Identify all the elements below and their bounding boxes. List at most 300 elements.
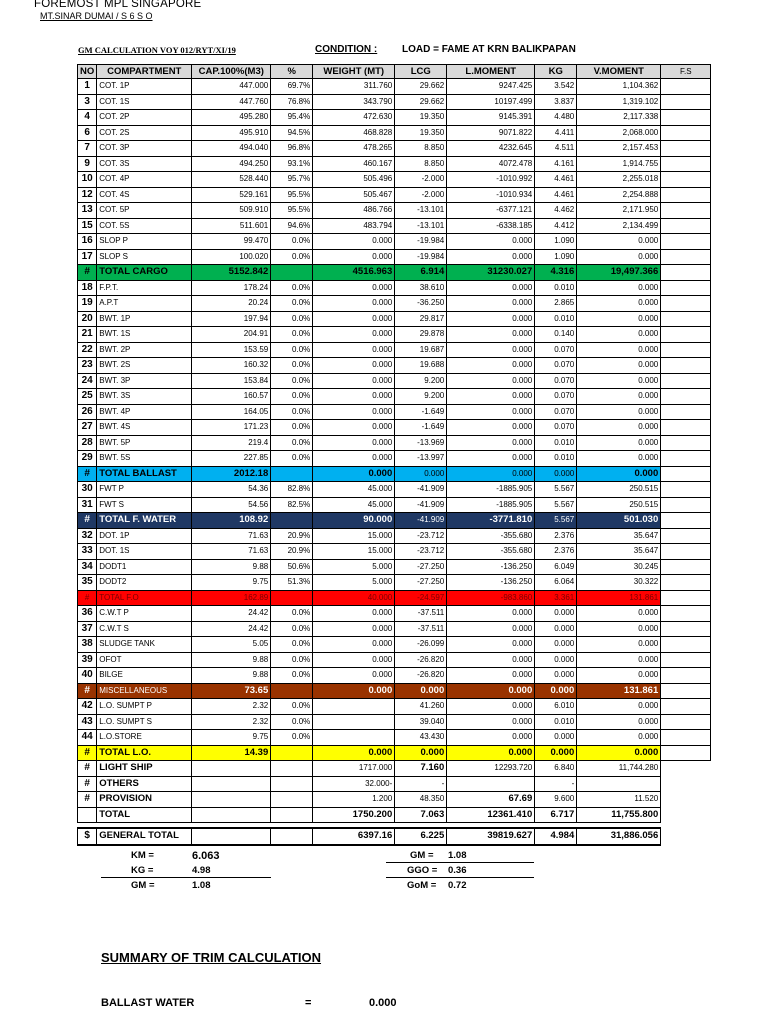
compartment-name: BWT. 2P	[97, 342, 192, 358]
vmoment-cell: 2,117.338	[577, 110, 661, 126]
capacity-cell: 171.23	[192, 420, 271, 436]
vmoment-cell: 501.030	[577, 513, 661, 529]
vmoment-cell: 0.000	[577, 699, 661, 715]
capacity-cell	[192, 776, 271, 792]
lcg-cell: 8.850	[395, 141, 447, 157]
lcg-cell: 7.063	[395, 807, 447, 823]
lmoment-cell: 0.000	[447, 311, 535, 327]
lcg-cell: -13.997	[395, 451, 447, 467]
row-no: 19	[78, 296, 97, 312]
ggo-label: GGO =	[407, 865, 438, 876]
weight-cell: 15.000	[313, 544, 395, 560]
compartment-name: MISCELLANEOUS	[97, 683, 192, 699]
table-row	[78, 714, 711, 730]
table-row	[78, 513, 711, 529]
vmoment-cell: 2,068.000	[577, 125, 661, 141]
vmoment-cell: 0.000	[577, 621, 661, 637]
lcg-cell: 38.610	[395, 280, 447, 296]
weight-cell: 472.630	[313, 110, 395, 126]
fs-cell	[661, 575, 711, 591]
fs-cell	[661, 296, 711, 312]
compartment-name: OFOT	[97, 652, 192, 668]
capacity-cell: 71.63	[192, 544, 271, 560]
lcg-cell: 19.350	[395, 125, 447, 141]
lmoment-cell: 0.000	[447, 280, 535, 296]
compartment-name: COT. 3S	[97, 156, 192, 172]
kg-cell: 4.412	[535, 218, 577, 234]
capacity-cell	[192, 792, 271, 808]
general-total-lm: 39819.627	[447, 828, 535, 845]
row-no: 12	[78, 187, 97, 203]
percent-cell: 0.0%	[271, 389, 313, 405]
general-total-wt: 6397.16	[313, 828, 395, 845]
compartment-name: BWT. 3P	[97, 373, 192, 389]
lmoment-cell: -136.250	[447, 559, 535, 575]
table-row	[78, 327, 711, 343]
weight-cell: 468.828	[313, 125, 395, 141]
lmoment-cell: 12293.720	[447, 761, 535, 777]
fs-cell	[661, 141, 711, 157]
capacity-cell: 108.92	[192, 513, 271, 529]
table-row	[78, 358, 711, 374]
table-row	[78, 234, 711, 250]
weight-cell: 4516.963	[313, 265, 395, 281]
fs-cell	[661, 637, 711, 653]
kg-cell: 0.010	[535, 280, 577, 296]
lcg-cell: -26.820	[395, 668, 447, 684]
weight-cell	[313, 699, 395, 715]
table-row	[78, 621, 711, 637]
percent-cell: 0.0%	[271, 451, 313, 467]
lmoment-cell: 10197.499	[447, 94, 535, 110]
row-no: 21	[78, 327, 97, 343]
lcg-cell: 29.878	[395, 327, 447, 343]
general-total-kg: 4.984	[535, 828, 577, 845]
table-row	[78, 110, 711, 126]
calc-title: GM CALCULATION VOY 012/RYT/XI/19	[78, 45, 236, 55]
kg-cell: 0.010	[535, 435, 577, 451]
table-row	[78, 342, 711, 358]
weight-cell	[313, 730, 395, 746]
fs-cell	[661, 714, 711, 730]
percent-cell: 20.9%	[271, 528, 313, 544]
percent-cell: 0.0%	[271, 420, 313, 436]
row-no: 24	[78, 373, 97, 389]
col-header-compartment: COMPARTMENT	[97, 65, 192, 79]
row-no: 26	[78, 404, 97, 420]
vmoment-cell: 0.000	[577, 714, 661, 730]
capacity-cell: 24.42	[192, 606, 271, 622]
compartment-name: C.W.T S	[97, 621, 192, 637]
lcg-cell: -13.969	[395, 435, 447, 451]
table-row	[78, 156, 711, 172]
percent-cell: 95.4%	[271, 110, 313, 126]
weight-cell: 343.790	[313, 94, 395, 110]
compartment-name: DODT2	[97, 575, 192, 591]
percent-cell: 0.0%	[271, 621, 313, 637]
lcg-cell: -23.712	[395, 544, 447, 560]
compartment-name: COT. 5P	[97, 203, 192, 219]
lcg-cell: 41.260	[395, 699, 447, 715]
compartment-name: L.O.STORE	[97, 730, 192, 746]
fs-cell	[661, 327, 711, 343]
kg-cell: 0.140	[535, 327, 577, 343]
compartment-name: BWT. 5S	[97, 451, 192, 467]
weight-cell: 40.000	[313, 590, 395, 606]
compartment-name: DOT. 1S	[97, 544, 192, 560]
fs-cell	[661, 280, 711, 296]
vmoment-cell: 35.647	[577, 528, 661, 544]
table-row	[78, 389, 711, 405]
row-no: 10	[78, 172, 97, 188]
capacity-cell: 9.88	[192, 652, 271, 668]
lmoment-cell: 9247.425	[447, 79, 535, 95]
capacity-cell: 160.32	[192, 358, 271, 374]
percent-cell	[271, 792, 313, 808]
lmoment-cell: -355.680	[447, 528, 535, 544]
table-row	[78, 699, 711, 715]
percent-cell: 0.0%	[271, 311, 313, 327]
kg-value: 4.98	[192, 865, 211, 876]
col-header-kg: KG	[535, 65, 577, 79]
weight-cell: 45.000	[313, 497, 395, 513]
lcg-cell: -37.511	[395, 606, 447, 622]
row-no: 17	[78, 249, 97, 265]
compartment-name: BWT. 1P	[97, 311, 192, 327]
lcg-cell: -27.250	[395, 559, 447, 575]
lmoment-cell: -983.860	[447, 590, 535, 606]
kg-cell: 4.461	[535, 187, 577, 203]
ggo-value: 0.36	[448, 865, 467, 876]
ballast-water-label: BALLAST WATER	[101, 997, 195, 1009]
lmoment-cell: 67.69	[447, 792, 535, 808]
lmoment-cell: -6338.185	[447, 218, 535, 234]
percent-cell: 76.8%	[271, 94, 313, 110]
weight-cell: 0.000	[313, 389, 395, 405]
lcg-cell: 0.000	[395, 466, 447, 482]
percent-cell: 0.0%	[271, 249, 313, 265]
lcg-cell: -2.000	[395, 187, 447, 203]
lmoment-cell: 9071.822	[447, 125, 535, 141]
fs-cell	[661, 156, 711, 172]
fs-cell	[661, 187, 711, 203]
gm-value-right: 1.08	[448, 850, 467, 861]
weight-cell	[313, 714, 395, 730]
vmoment-cell: 0.000	[577, 730, 661, 746]
vmoment-cell: 0.000	[577, 745, 661, 761]
table-row	[78, 652, 711, 668]
fs-cell	[661, 79, 711, 95]
table-row	[78, 761, 711, 777]
table-row	[78, 792, 711, 808]
percent-cell: 0.0%	[271, 637, 313, 653]
row-no: 37	[78, 621, 97, 637]
kg-cell: 0.070	[535, 404, 577, 420]
capacity-cell: 495.280	[192, 110, 271, 126]
vmoment-cell: 30.245	[577, 559, 661, 575]
lcg-cell: -37.511	[395, 621, 447, 637]
capacity-cell: 204.91	[192, 327, 271, 343]
weight-cell: 0.000	[313, 435, 395, 451]
lcg-cell: 43.430	[395, 730, 447, 746]
general-total-lcg: 6.225	[395, 828, 447, 845]
compartment-name: SLOP P	[97, 234, 192, 250]
row-no: 30	[78, 482, 97, 498]
kg-cell: 3.542	[535, 79, 577, 95]
compartment-name: BILGE	[97, 668, 192, 684]
vmoment-cell: 11,755.800	[577, 807, 661, 823]
compartment-name: COT. 5S	[97, 218, 192, 234]
fs-cell	[661, 745, 711, 761]
lcg-cell: -36.250	[395, 296, 447, 312]
table-row	[78, 249, 711, 265]
fs-cell	[661, 730, 711, 746]
table-row	[78, 451, 711, 467]
fs-cell	[661, 249, 711, 265]
table-row	[78, 172, 711, 188]
capacity-cell	[192, 807, 271, 823]
vmoment-cell: 1,319.102	[577, 94, 661, 110]
kg-underline	[101, 877, 271, 878]
row-no: #	[78, 590, 97, 606]
lcg-cell: -1.649	[395, 404, 447, 420]
row-no: #	[78, 761, 97, 777]
fs-cell	[661, 342, 711, 358]
lcg-cell: -13.101	[395, 218, 447, 234]
percent-cell: 51.3%	[271, 575, 313, 591]
fs-cell	[661, 389, 711, 405]
lcg-cell: 0.000	[395, 745, 447, 761]
capacity-cell: 9.88	[192, 668, 271, 684]
row-no: 29	[78, 451, 97, 467]
table-row	[78, 435, 711, 451]
table-row	[78, 311, 711, 327]
company-name: FOREMOST MPL SINGAPORE	[34, 0, 202, 10]
kg-cell: 2.865	[535, 296, 577, 312]
lcg-cell: 9.200	[395, 373, 447, 389]
fs-cell	[661, 776, 711, 792]
lcg-cell: -19.984	[395, 249, 447, 265]
weight-cell: 0.000	[313, 652, 395, 668]
lcg-cell: -26.820	[395, 652, 447, 668]
kg-cell: 0.000	[535, 606, 577, 622]
col-header-fs: F.S	[661, 65, 711, 79]
capacity-cell: 528.440	[192, 172, 271, 188]
table-row	[78, 466, 711, 482]
lmoment-cell: -1885.905	[447, 497, 535, 513]
row-no: #	[78, 792, 97, 808]
lmoment-cell: -3771.810	[447, 513, 535, 529]
lmoment-cell: 0.000	[447, 358, 535, 374]
percent-cell: 0.0%	[271, 668, 313, 684]
kg-cell: 0.000	[535, 683, 577, 699]
fs-cell	[661, 125, 711, 141]
row-no: 33	[78, 544, 97, 560]
capacity-cell: 5.05	[192, 637, 271, 653]
vmoment-cell: 2,254.888	[577, 187, 661, 203]
compartment-name: L.O. SUMPT S	[97, 714, 192, 730]
kg-cell: 6.064	[535, 575, 577, 591]
lmoment-cell: 0.000	[447, 699, 535, 715]
weight-cell: 32.000-	[313, 776, 395, 792]
weight-cell: 90.000	[313, 513, 395, 529]
kg-cell: 1.090	[535, 249, 577, 265]
lcg-cell: -41.909	[395, 497, 447, 513]
compartment-name: PROVISION	[97, 792, 192, 808]
compartment-name: DOT. 1P	[97, 528, 192, 544]
capacity-cell: 9.75	[192, 575, 271, 591]
weight-cell: 0.000	[313, 668, 395, 684]
kg-cell: 5.567	[535, 513, 577, 529]
fs-cell	[661, 451, 711, 467]
kg-cell: 0.000	[535, 745, 577, 761]
gm-label: GM =	[131, 880, 155, 891]
percent-cell: 0.0%	[271, 435, 313, 451]
table-row	[78, 404, 711, 420]
lcg-cell: -13.101	[395, 203, 447, 219]
kg-cell: 5.567	[535, 482, 577, 498]
percent-cell: 95.7%	[271, 172, 313, 188]
vmoment-cell: 1,914.755	[577, 156, 661, 172]
col-header-lmoment: L.MOMENT	[447, 65, 535, 79]
lmoment-cell: 9145.391	[447, 110, 535, 126]
row-no: #	[78, 466, 97, 482]
percent-cell: 0.0%	[271, 358, 313, 374]
lcg-cell: -41.909	[395, 513, 447, 529]
fs-cell	[661, 652, 711, 668]
row-no: 13	[78, 203, 97, 219]
percent-cell: 95.5%	[271, 187, 313, 203]
col-header-lcg: LCG	[395, 65, 447, 79]
vmoment-cell: 35.647	[577, 544, 661, 560]
vmoment-cell: 0.000	[577, 280, 661, 296]
weight-cell: 45.000	[313, 482, 395, 498]
weight-cell: 460.167	[313, 156, 395, 172]
lmoment-cell: 0.000	[447, 389, 535, 405]
compartment-name: BWT. 3S	[97, 389, 192, 405]
gm-value: 1.08	[192, 880, 211, 891]
percent-cell	[271, 513, 313, 529]
general-total-no: $	[78, 828, 97, 845]
fs-cell	[661, 482, 711, 498]
condition-text: LOAD = FAME AT KRN BALIKPAPAN	[402, 44, 576, 55]
table-row	[78, 218, 711, 234]
weight-cell: 0.000	[313, 637, 395, 653]
compartment-name: A.P.T	[97, 296, 192, 312]
weight-cell: 478.265	[313, 141, 395, 157]
lcg-cell: -1.649	[395, 420, 447, 436]
lcg-cell: 29.662	[395, 79, 447, 95]
fs-cell	[661, 807, 711, 823]
lmoment-cell	[447, 776, 535, 792]
percent-cell: 0.0%	[271, 280, 313, 296]
summary-title: SUMMARY OF TRIM CALCULATION	[101, 950, 322, 965]
vmoment-cell: 0.000	[577, 327, 661, 343]
capacity-cell: 153.84	[192, 373, 271, 389]
vmoment-cell: 2,255.018	[577, 172, 661, 188]
row-no: #	[78, 513, 97, 529]
lmoment-cell: -1885.905	[447, 482, 535, 498]
lmoment-cell: 0.000	[447, 420, 535, 436]
weight-cell: 0.000	[313, 745, 395, 761]
fs-cell	[661, 404, 711, 420]
percent-cell	[271, 683, 313, 699]
compartment-name: COT. 2S	[97, 125, 192, 141]
capacity-cell: 162.89	[192, 590, 271, 606]
table-row	[78, 79, 711, 95]
lmoment-cell: 4232.645	[447, 141, 535, 157]
vmoment-cell: 0.000	[577, 373, 661, 389]
row-no: 35	[78, 575, 97, 591]
compartment-name: COT. 4P	[97, 172, 192, 188]
compartment-name: LIGHT SHIP	[97, 761, 192, 777]
fs-cell	[661, 435, 711, 451]
vmoment-cell: 0.000	[577, 234, 661, 250]
weight-cell: 0.000	[313, 683, 395, 699]
capacity-cell: 219.4	[192, 435, 271, 451]
capacity-cell: 160.57	[192, 389, 271, 405]
kg-cell: 6.049	[535, 559, 577, 575]
compartment-name: COT. 1P	[97, 79, 192, 95]
row-no: 16	[78, 234, 97, 250]
lmoment-cell: 0.000	[447, 404, 535, 420]
lmoment-cell: -355.680	[447, 544, 535, 560]
lmoment-cell: 0.000	[447, 745, 535, 761]
compartment-name: COT. 1S	[97, 94, 192, 110]
table-row	[78, 668, 711, 684]
fs-cell	[661, 265, 711, 281]
vmoment-cell: 250.515	[577, 482, 661, 498]
table-row	[78, 265, 711, 281]
percent-cell: 0.0%	[271, 714, 313, 730]
weight-cell: 505.467	[313, 187, 395, 203]
vmoment-cell: 0.000	[577, 358, 661, 374]
table-row	[78, 203, 711, 219]
percent-cell: 69.7%	[271, 79, 313, 95]
vmoment-cell: 0.000	[577, 389, 661, 405]
kg-label: KG =	[131, 865, 154, 876]
weight-cell: 311.760	[313, 79, 395, 95]
percent-cell: 82.5%	[271, 497, 313, 513]
gom-value: 0.72	[448, 880, 467, 891]
vmoment-cell: 2,157.453	[577, 141, 661, 157]
weight-cell: 0.000	[313, 466, 395, 482]
row-no: 23	[78, 358, 97, 374]
fs-cell	[661, 497, 711, 513]
row-no: 18	[78, 280, 97, 296]
lcg-cell: -19.984	[395, 234, 447, 250]
capacity-cell: 2.32	[192, 714, 271, 730]
row-no: 40	[78, 668, 97, 684]
compartment-name: FWT P	[97, 482, 192, 498]
row-no: #	[78, 265, 97, 281]
vmoment-cell: 0.000	[577, 606, 661, 622]
general-total-empty	[661, 828, 711, 845]
kg-cell: 0.070	[535, 420, 577, 436]
compartment-name: COT. 3P	[97, 141, 192, 157]
capacity-cell: 2.32	[192, 699, 271, 715]
row-no: 32	[78, 528, 97, 544]
vmoment-cell: 11.520	[577, 792, 661, 808]
compartment-name: BWT. 5P	[97, 435, 192, 451]
row-no: 28	[78, 435, 97, 451]
fs-cell	[661, 373, 711, 389]
general-total-empty	[271, 828, 313, 845]
capacity-cell: 24.42	[192, 621, 271, 637]
lmoment-cell: 0.000	[447, 652, 535, 668]
fs-cell	[661, 668, 711, 684]
row-no: 27	[78, 420, 97, 436]
